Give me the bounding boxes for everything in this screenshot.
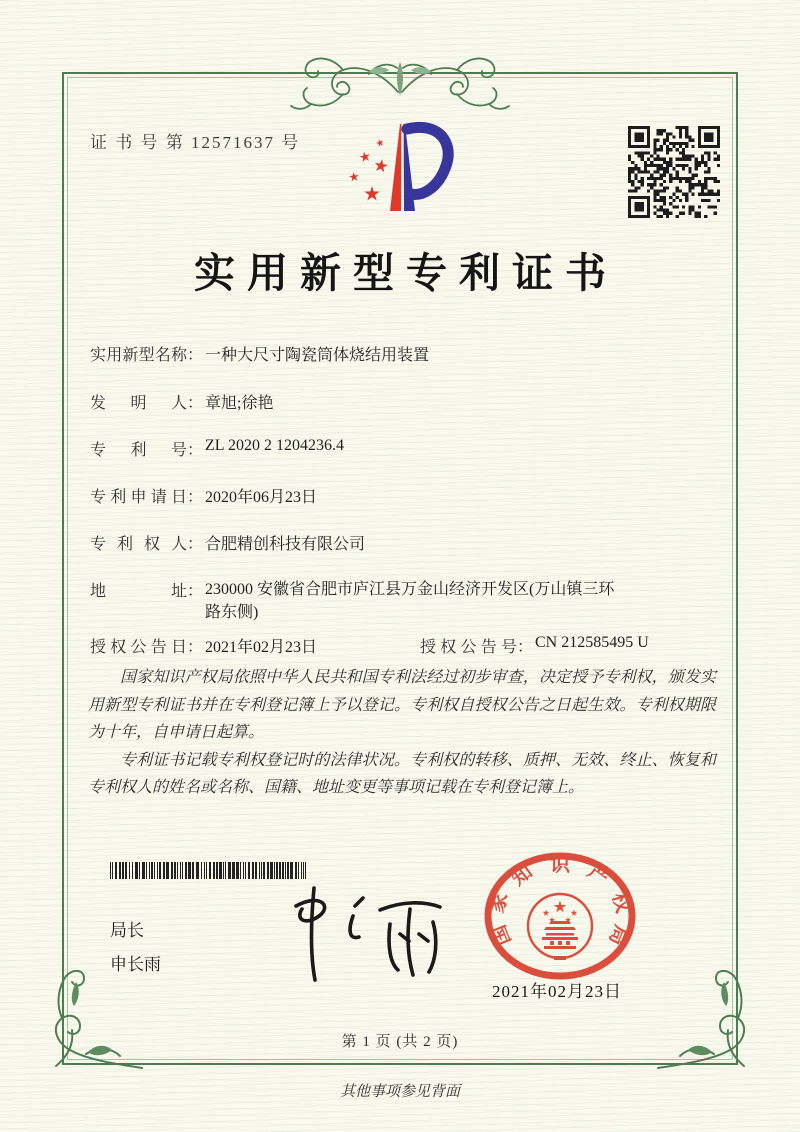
certificate-number: 证 书 号 第 12571637 号: [90, 133, 301, 152]
seal-date: 2021年02月23日: [492, 982, 622, 1001]
field-label: 授 权 公 告 日: [90, 639, 187, 656]
director-name: 申长雨: [110, 955, 161, 974]
director-title: 局长: [110, 921, 144, 940]
field-value: CN 212585495 U: [535, 634, 649, 651]
field-label: 专 利 号: [90, 442, 187, 459]
director-signature: [252, 878, 462, 986]
field-value: ZL 2020 2 1204236.4: [205, 437, 344, 454]
back-side-note: 其他事项参见背面: [339, 1084, 460, 1100]
official-seal: [478, 848, 642, 984]
cnipa-logo: [338, 114, 466, 220]
svg-text:产: 产: [583, 860, 613, 891]
certificate-title: 实用新型专利证书: [194, 250, 618, 296]
field-label: 实 用 新 型 名 称: [90, 347, 187, 364]
field-address: [90, 578, 617, 624]
field-colon: ：: [187, 489, 204, 506]
logo-stars: [349, 138, 389, 200]
field-utility-model-name: [90, 342, 429, 365]
logo-tower-blue: [404, 124, 415, 211]
field-value: 230000 安徽省合肥市庐江县万金山经济开发区(万山镇三环路东侧): [205, 581, 615, 621]
field-label: 地 址: [90, 583, 187, 600]
svg-text:家: 家: [485, 890, 513, 916]
logo-tower-red: [390, 124, 401, 211]
field-patentee: [90, 531, 365, 554]
legal-paragraph-2: 专利证书记载专利权登记时的法律状况。专利权的转移、质押、无效、终止、恢复和专利权人的姓名或名称、国籍、地址变更等事项记载在专利登记簿上。: [88, 751, 716, 796]
seal-national-emblem: [528, 894, 592, 960]
legal-text: [88, 664, 716, 802]
logo-p-bowl: [407, 127, 448, 194]
field-colon: ：: [187, 583, 204, 600]
barcode: [110, 862, 308, 879]
svg-text:国: 国: [487, 921, 516, 949]
svg-text:识: 识: [550, 854, 570, 876]
page-number: 第 1 页 (共 2 页): [341, 1034, 459, 1050]
svg-text:知: 知: [507, 860, 537, 891]
field-inventor: [90, 390, 273, 413]
field-colon: ：: [187, 347, 204, 364]
qr-finder-top-left: [628, 126, 650, 148]
svg-text:局: 局: [604, 921, 633, 949]
field-label: 专 利 权 人: [90, 536, 187, 553]
field-patent-number: [90, 437, 344, 460]
field-colon: ：: [187, 442, 204, 459]
field-colon: ：: [187, 536, 204, 553]
field-grant-number: [420, 634, 649, 657]
qr-finder-bottom-left: [628, 196, 650, 218]
field-value: 2020年06月23日: [205, 489, 318, 506]
field-filing-date: [90, 484, 317, 507]
field-grant-date-and-number: [90, 634, 720, 657]
field-label: 授 权 公 告 号: [420, 639, 517, 656]
svg-text:权: 权: [607, 890, 635, 916]
legal-paragraph-1: 国家知识产权局依照中华人民共和国专利法经过初步审查，决定授予专利权，颁发实用新型专利证书并在专利登记簿上予以登记。专利权自授权公告之日起生效。专利权期限为十年，自申请日起算。: [88, 669, 716, 741]
field-colon: ：: [187, 395, 204, 412]
field-value: 2021年02月23日: [205, 639, 318, 656]
qr-code: [628, 126, 720, 218]
field-value: 章旭;徐艳: [205, 395, 274, 412]
field-colon: ：: [187, 639, 204, 656]
field-value: 一种大尺寸陶瓷筒体烧结用装置: [205, 347, 430, 364]
field-label: 发 明 人: [90, 395, 187, 412]
field-value: 合肥精创科技有限公司: [205, 536, 366, 553]
field-colon: ：: [517, 639, 534, 656]
qr-finder-top-right: [698, 126, 720, 148]
field-label: 专 利 申 请 日: [90, 489, 187, 506]
